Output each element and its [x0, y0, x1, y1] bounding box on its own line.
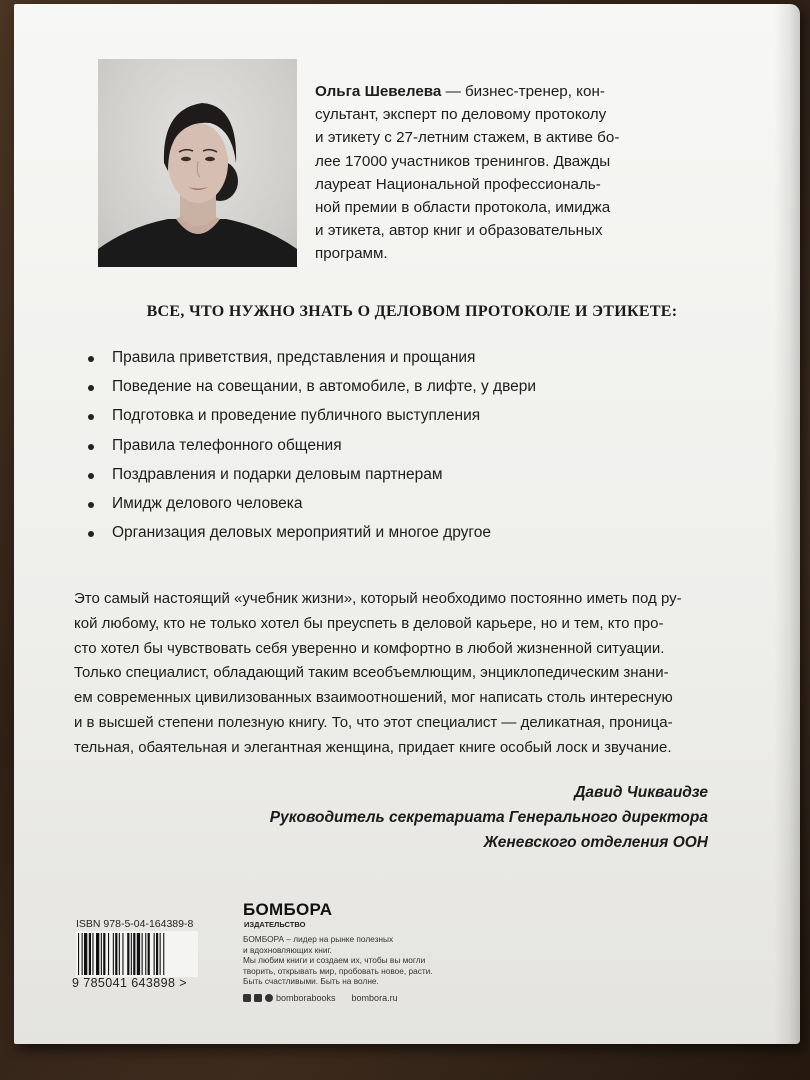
vk-icon — [254, 994, 262, 1002]
bio-line: лауреат Национальной профессиональ- — [315, 175, 601, 193]
bio-line: ной премии в области протокола, имиджа — [315, 199, 611, 217]
list-item: Имидж делового человека — [84, 495, 704, 524]
book-spine-edge — [774, 4, 800, 1044]
social-handle: bomborabooks — [276, 993, 336, 1003]
author-name: Ольга Шевелева — [315, 83, 442, 100]
author-photo — [98, 59, 297, 267]
list-item: Организация деловых мероприятий и многое другое — [84, 524, 704, 553]
desc-line: и вдохновляющих книг. — [243, 944, 332, 955]
publisher-description — [243, 934, 473, 987]
bullet-icon — [88, 385, 94, 391]
author-bio — [315, 80, 691, 266]
ok-icon — [265, 994, 273, 1002]
publisher-logo: БОМБОРА — [243, 900, 333, 919]
desc-line: творить, открывать мир, пробовать новое, расти. — [243, 965, 433, 976]
quote-line: ем современных цивилизованных взаимоотношений, мог написать столь интересную — [74, 689, 673, 707]
bio-line: программ. — [315, 245, 388, 263]
publisher-social — [243, 993, 398, 1003]
bullet-icon — [88, 356, 94, 362]
bullet-icon — [88, 473, 94, 479]
bio-line: и этикету с 27-летним стажем, в активе бо- — [315, 129, 620, 147]
isbn-number: ISBN 978-5-04-164389-8 — [76, 918, 194, 930]
list-item: Поздравления и подарки деловым партнерам — [84, 466, 704, 495]
desc-line: БОМБОРА – лидер на рынке полезных — [243, 934, 394, 944]
barcode — [76, 931, 198, 977]
bio-line: сультант, эксперт по деловому протоколу — [315, 106, 607, 124]
bullet-icon — [88, 531, 94, 537]
quote-line: Это самый настоящий «учебник жизни», который необходимо постоянно иметь под ру- — [74, 590, 682, 607]
signature-title: Женевского отделения ООН — [483, 834, 708, 851]
review-quote — [74, 587, 710, 761]
bio-line: лее 17000 участников тренингов. Дважды — [315, 152, 611, 170]
quote-signature — [270, 780, 708, 855]
publisher-website: bombora.ru — [351, 993, 398, 1003]
list-item: Поведение на совещании, в автомобиле, в лифте, у двери — [84, 378, 704, 407]
signature-title: Руководитель секретариата Генерального директора — [269, 809, 708, 826]
bio-line: — бизнес-тренер, кон- — [441, 83, 605, 100]
section-heading: ВСЕ, ЧТО НУЖНО ЗНАТЬ О ДЕЛОВОМ ПРОТОКОЛЕ И ЭТИКЕТЕ: — [146, 303, 678, 320]
quote-line: Только специалист, обладающий таким всеобъемлющим, энциклопедическим знани- — [74, 664, 669, 682]
quote-line: сто хотел бы чувствовать себя уверенно и комфортно в любой жизненной ситуации. — [74, 639, 665, 657]
desc-line: Быть счастливыми. Быть на волне. — [243, 976, 379, 986]
bullet-icon — [88, 444, 94, 450]
list-item: Правила телефонного общения — [84, 437, 704, 466]
quote-line: кой любому, кто не только хотел бы преуспеть в деловой карьере, но и тем, кто про- — [74, 614, 664, 632]
bio-line: и этикета, автор книг и образовательных — [315, 222, 603, 240]
signature-name: Давид Чикваидзе — [574, 784, 708, 801]
book-back-cover — [14, 4, 800, 1044]
desc-line: Мы любим книги и создаем их, чтобы вы могли — [243, 955, 426, 965]
quote-line: и в высшей степени полезную книгу. То, что этот специалист — деликатная, проница- — [74, 713, 673, 731]
list-item: Подготовка и проведение публичного выступления — [84, 407, 704, 436]
bullet-icon — [88, 502, 94, 508]
barcode-digits: 9 785041 643898 > — [72, 976, 187, 990]
bullet-icon — [88, 414, 94, 420]
quote-line: тельная, обаятельная и элегантная женщина, придает книге особый лоск и звучание. — [74, 738, 672, 756]
facebook-icon — [243, 994, 251, 1002]
publisher-subtitle: ИЗДАТЕЛЬСТВО — [244, 920, 306, 929]
list-item: Правила приветствия, представления и прощания — [84, 349, 704, 378]
topics-list — [84, 349, 704, 553]
